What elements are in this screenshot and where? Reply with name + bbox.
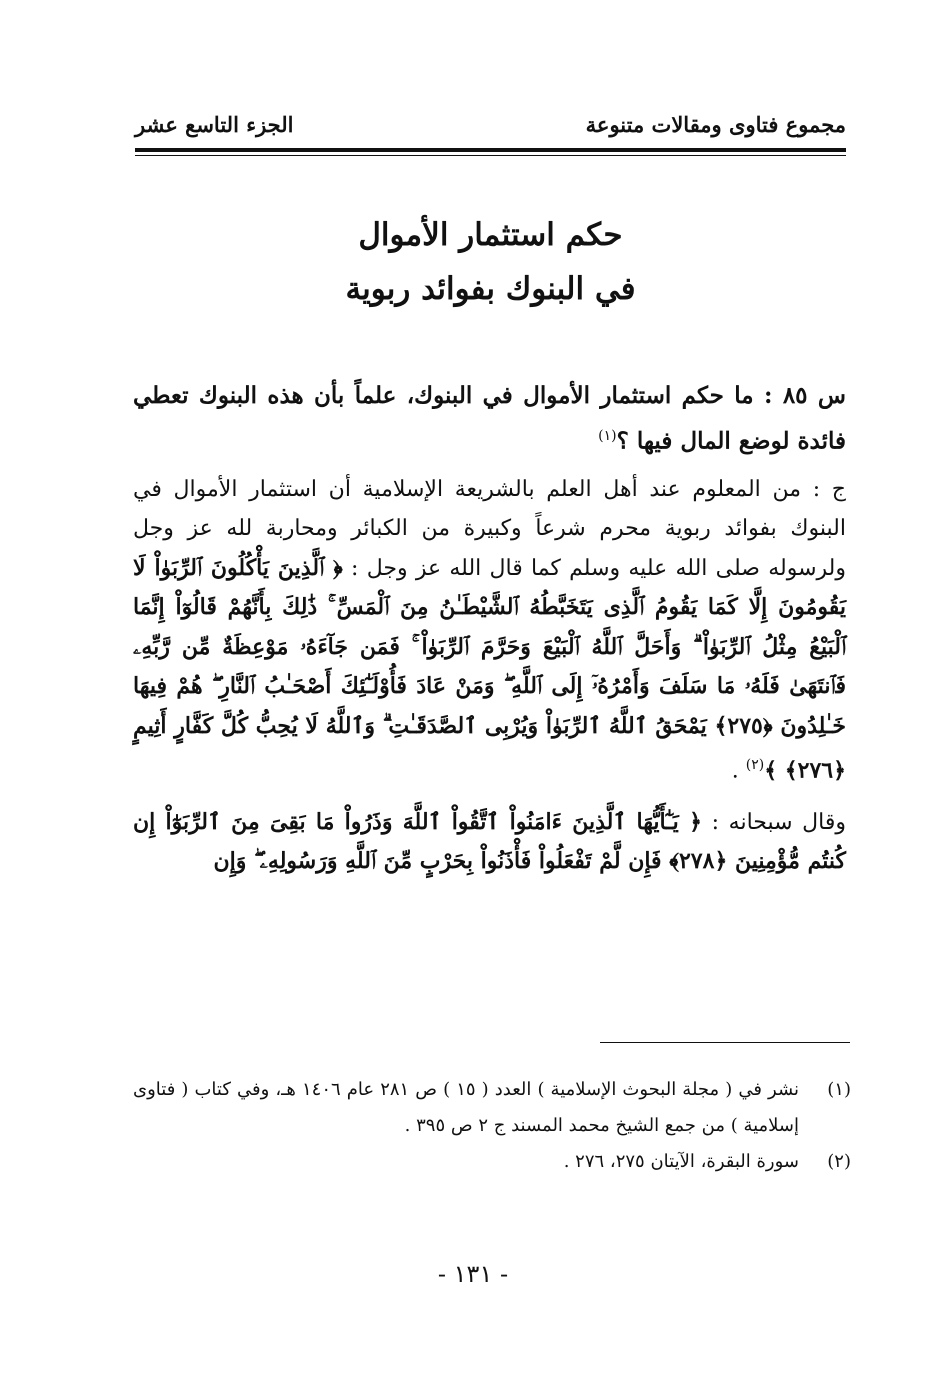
footnotes bbox=[133, 1072, 851, 1180]
header-rule bbox=[135, 148, 846, 152]
footnote-text: سورة البقرة، الآيتان ٢٧٥، ٢٧٦ . bbox=[563, 1151, 799, 1172]
title-line-2: في البنوك بفوائد ربوية bbox=[345, 271, 636, 307]
answer-intro: ج : من المعلوم عند أهل العلم بالشريعة الإسلامية أن استثمار الأموال في البنوك بفوائد ربوية محرم شرعاً وكبيرة من الكبائر ومحاربة لله عز وجل ولرسوله صلى الله عليه وسلم كما قال الله عز وجل : bbox=[133, 476, 846, 581]
question-paragraph bbox=[133, 375, 846, 462]
footnote-2 bbox=[133, 1144, 851, 1180]
main-text bbox=[133, 375, 846, 882]
title-line-1: حكم استثمار الأموال bbox=[358, 217, 623, 253]
quran-verse-2: ﴿ يَـٰٓأَيُّهَا ٱلَّذِينَ ءَامَنُواْ ٱتَّقُواْ ٱللَّهَ وَذَرُواْ مَا بَقِىَ مِنَ ٱلرِّبَوٰٓاْ إِن كُنتُم مُّؤْمِنِينَ ﴿٢٧٨﴾ فَإِن لَّمْ تَفْعَلُواْ فَأْذَنُواْ بِحَرْبٍ مِّنَ ٱللَّهِ وَرَسُولِهِۦ ۖ وَإِن bbox=[133, 808, 846, 875]
volume-label: الجزء التاسع عشر bbox=[135, 112, 294, 137]
footnote-ref-1: (١) bbox=[598, 428, 617, 444]
footnote-number: (٢) bbox=[827, 1151, 851, 1172]
footnote-1 bbox=[133, 1072, 851, 1144]
answer-paragraph: ج : من المعلوم عند أهل العلم بالشريعة الإسلامية أن استثمار الأموال في البنوك بفوائد ربوية محرم شرعاً وكبيرة من الكبائر ومحاربة لله عز وجل ولرسوله صلى الله عليه وسلم كما قال الله عز وجل : ﴿ ٱلَّذِينَ يَأْكُلُونَ ٱلرِّبَوٰاْ لَا يَقُومُونَ إِلَّا كَمَا يَقُومُ ٱلَّذِى يَتَخَبَّطُهُ ٱلشَّيْطَـٰنُ مِنَ ٱلْمَسِّ ۚ ذَٰلِكَ بِأَنَّهُمْ قَالُوٓاْ إِنَّمَا ٱلْبَيْعُ مِثْلُ ٱلرِّبَوٰاْ ۗ وَأَحَلَّ ٱللَّهُ ٱلْبَيْعَ وَحَرَّمَ ٱلرِّبَوٰاْ ۚ فَمَن جَآءَهُۥ مَوْعِظَةٌ مِّن رَّبِّهِۦ فَٱنتَهَىٰ فَلَهُۥ مَا سَلَفَ وَأَمْرُهُۥٓ إِلَى ٱللَّهِ ۖ وَمَنْ عَادَ فَأُوْلَـٰٓئِكَ أَصْحَـٰبُ ٱلنَّارِ ۖ هُمْ فِيهَا خَـٰلِدُونَ ﴿٢٧٥﴾ يَمْحَقُ ٱللَّهُ ٱلرِّبَوٰاْ وَيُرْبِى ٱلصَّدَقَـٰتِ ۗ وَٱللَّهُ لَا يُحِبُّ كُلَّ كَفَّارٍ أَثِيمٍ ﴿٢٧٦﴾ ﴾$^{(٢)}$ . bbox=[133, 476, 846, 784]
fatwa-title bbox=[135, 208, 846, 316]
footnote-separator bbox=[600, 1042, 850, 1043]
header-rule-thin bbox=[135, 155, 846, 156]
second-intro: وقال سبحانه : bbox=[711, 809, 846, 835]
question-text: س ٨٥ : ما حكم استثمار الأموال في البنوك، علماً بأن هذه البنوك تعطي فائدة لوضع المال فيها ؟ bbox=[133, 382, 846, 455]
running-header bbox=[135, 112, 846, 146]
footnote-number: (١) bbox=[827, 1079, 851, 1100]
page-number: - ١٣١ - bbox=[437, 1260, 509, 1288]
quran-verse-1: ﴿ ٱلَّذِينَ يَأْكُلُونَ ٱلرِّبَوٰاْ لَا يَقُومُونَ إِلَّا كَمَا يَقُومُ ٱلَّذِى يَتَخَبَّطُهُ ٱلشَّيْطَـٰنُ مِنَ ٱلْمَسِّ ۚ ذَٰلِكَ بِأَنَّهُمْ قَالُوٓاْ إِنَّمَا ٱلْبَيْعُ مِثْلُ ٱلرِّبَوٰاْ ۗ وَأَحَلَّ ٱللَّهُ ٱلْبَيْعَ وَحَرَّمَ ٱلرِّبَوٰاْ ۚ فَمَن جَآءَهُۥ مَوْعِظَةٌ مِّن رَّبِّهِۦ فَٱنتَهَىٰ فَلَهُۥ مَا سَلَفَ وَأَمْرُهُۥٓ إِلَى ٱللَّهِ ۖ وَمَنْ عَادَ فَأُوْلَـٰٓئِكَ أَصْحَـٰبُ ٱلنَّارِ ۖ هُمْ فِيهَا خَـٰلِدُونَ ﴿٢٧٥﴾ يَمْحَقُ ٱللَّهُ ٱلرِّبَوٰاْ وَيُرْبِى ٱلصَّدَقَـٰتِ ۗ وَٱللَّهُ لَا يُحِبُّ كُلَّ كَفَّارٍ أَثِيمٍ ﴿٢٧٦﴾ ﴾ bbox=[133, 554, 846, 784]
book-title: مجموع فتاوى ومقالات متنوعة bbox=[585, 112, 846, 137]
footnote-text: نشر في ( مجلة البحوث الإسلامية ) العدد ( ١٥ ) ص ٢٨١ عام ١٤٠٦ هـ، وفي كتاب ( فتاوى إسلامية ) من جمع الشيخ محمد المسند ج ٢ ص ٣٩٥ . bbox=[133, 1079, 800, 1136]
second-verse-paragraph bbox=[133, 803, 846, 882]
footnote-ref-2: (٢) bbox=[745, 757, 765, 774]
